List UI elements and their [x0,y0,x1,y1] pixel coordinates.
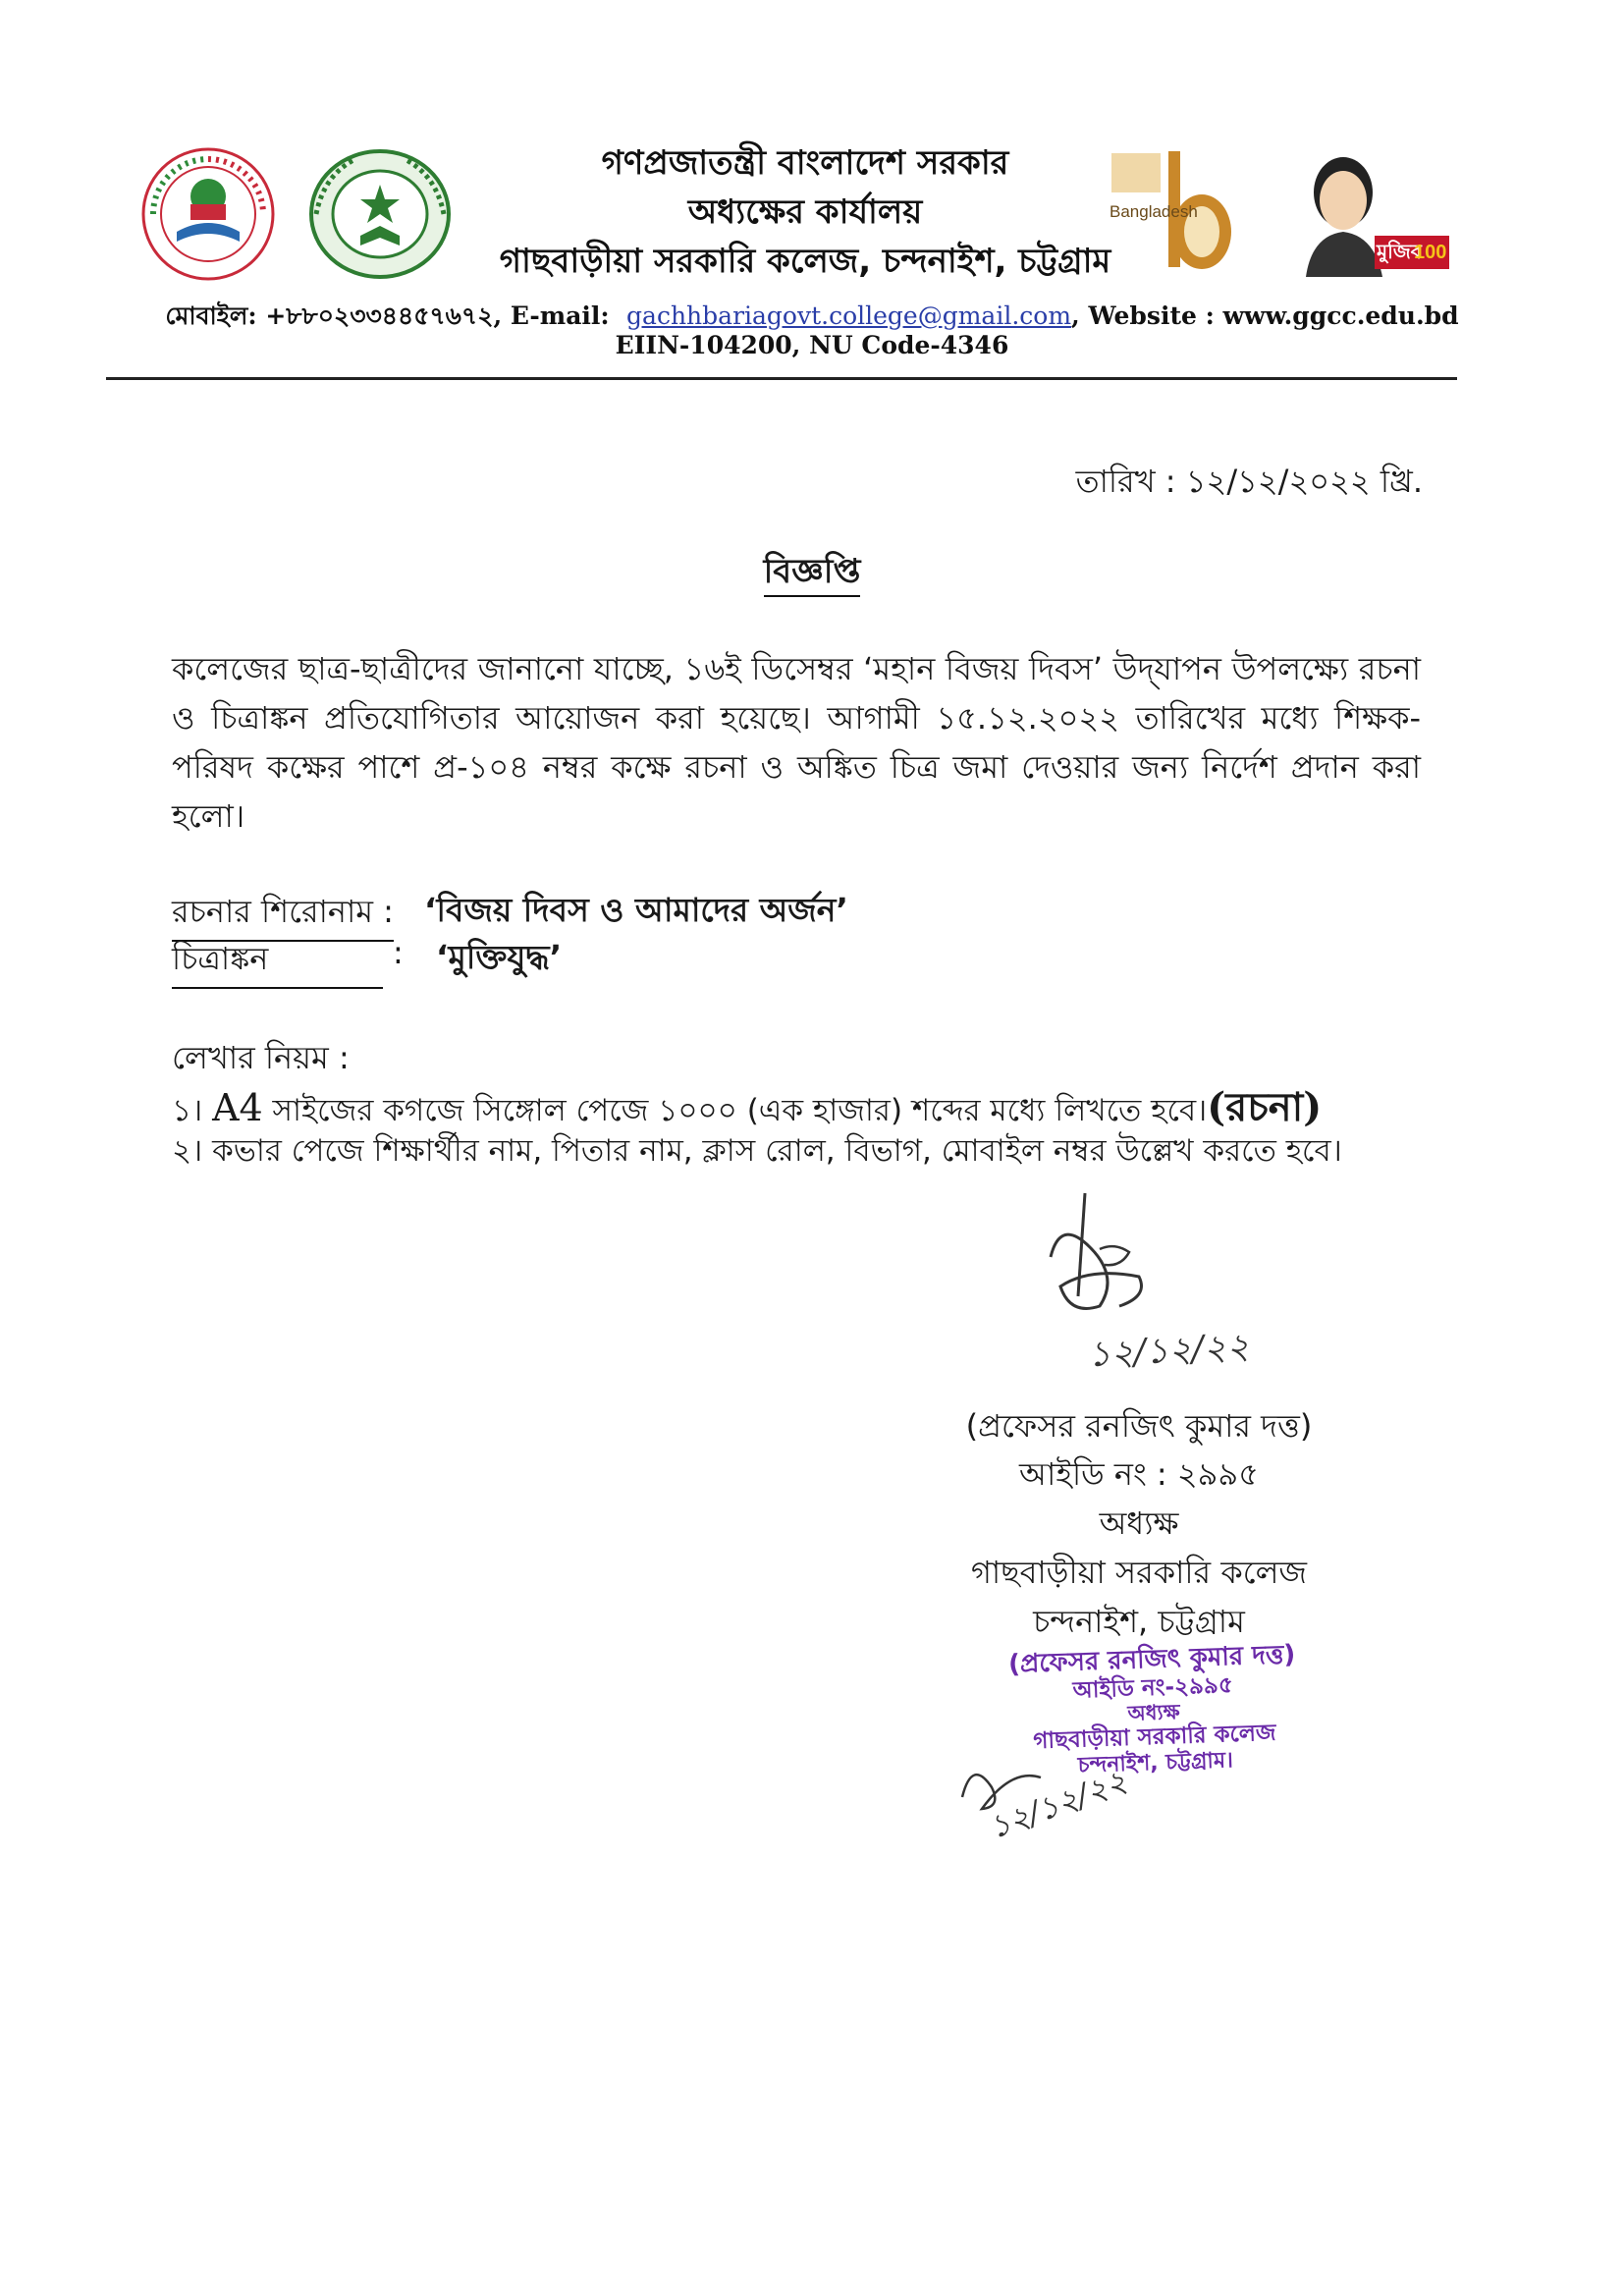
codes-line: EIIN-104200, NU Code-4346 [615,331,1009,359]
email-link[interactable]: gachhbariagovt.college@gmail.com [626,301,1072,330]
notice-title: বিজ্ঞপ্তি [0,546,1624,602]
stamp-handwritten-date: ১২/১২/২২ [984,1762,1132,1846]
body-line: কলেজের ছাত্র-ছাত্রীদের জানানো যাচ্ছে, ১৬ই ডিসেম্বর ‘মহান বিজয় দিবস’ উদ্‌যাপন উপলক্ষ্যে রচনা [172,650,1421,687]
drawing-colon: : [393,934,404,971]
bangladesh-50-icon: Bangladesh [1108,141,1235,274]
header-govt: গণপ্রজাতন্ত্রী বাংলাদেশ সরকার [601,143,1009,183]
drawing-title: ‘মুক্তিযুদ্ধ’ [436,938,563,976]
college-seal-icon [139,145,277,283]
mujib-100-icon: মুজিব 100 [1292,149,1449,277]
header-college: গাছবাড়ীয়া সরকারি কলেজ, চন্দনাইশ, চট্টগ্রাম [499,242,1111,281]
handwritten-note: (রচনা) [1207,1084,1323,1130]
rule-item: ১। A4 সাইজের কগজে সিঙ্গোল পেজে ১০০০ (এক হাজার) শব্দের মধ্যে লিখতে হবে।(রচনা) [172,1084,1323,1130]
website-text: , Website : www.ggcc.edu.bd [1071,301,1459,330]
body-line: হলো। [172,797,245,835]
body-line: ও চিত্রাঙ্কন প্রতিযোগিতার আয়োজন করা হয়েছে। আগামী ১৫.১২.২০২২ তারিখের মধ্যে শিক্ষক- [172,699,1421,737]
rule-item: ২। কভার পেজে শিক্ষার্থীর নাম, পিতার নাম, ক্লাস রোল, বিভাগ, মোবাইল নম্বর উল্লেখ করতে হবে। [172,1133,1342,1169]
date: তারিখ : ১২/১২/২০২২ খ্রি. [1075,463,1423,500]
signatory-college: গাছবাড়ীয়া সরকারি কলেজ [970,1554,1308,1591]
signatory-place: চন্দনাইশ, চট্টগ্রাম [1033,1603,1245,1640]
body-line: পরিষদ কক্ষের পাশে প্র-১০৪ নম্বর কক্ষে রচনা ও অঙ্কিত চিত্র জমা দেওয়ার জন্য নির্দেশ প্রদান করা [172,748,1421,786]
essay-title: ‘বিজয় দিবস ও আমাদের অর্জন’ [424,891,848,929]
drawing-label: চিত্রাঙ্কন [172,934,383,989]
signatory-id: আইডি নং : ২৯৯৫ [1019,1455,1259,1493]
signature-scribble [1031,1188,1227,1336]
mobile-text: মোবাইল: +৮৮০২৩৩৪৪৫৭৬৭২, E-mail: [165,301,610,330]
rules-heading: লেখার নিয়ম : [172,1039,350,1076]
signatory-designation: অধ্যক্ষ [1099,1504,1179,1542]
signatory-name: (প্রফেসর রনজিৎ কুমার দত্ত) [965,1407,1313,1445]
official-stamp: (প্রফেসর রনজিৎ কুমার দত্ত) আইডি নং-২৯৯৫ অধ্যক্ষ গাছবাড়ীয়া সরকারি কলেজ চন্দনাইশ, চট্টগ্রাম। [1007,1639,1296,1778]
header-divider [106,377,1457,380]
header-office: অধ্যক্ষের কার্যালয় [687,192,923,232]
handwritten-date: ১২/১২/২২ [1086,1326,1251,1376]
essay-label: রচনার শিরোনাম : [172,887,394,942]
